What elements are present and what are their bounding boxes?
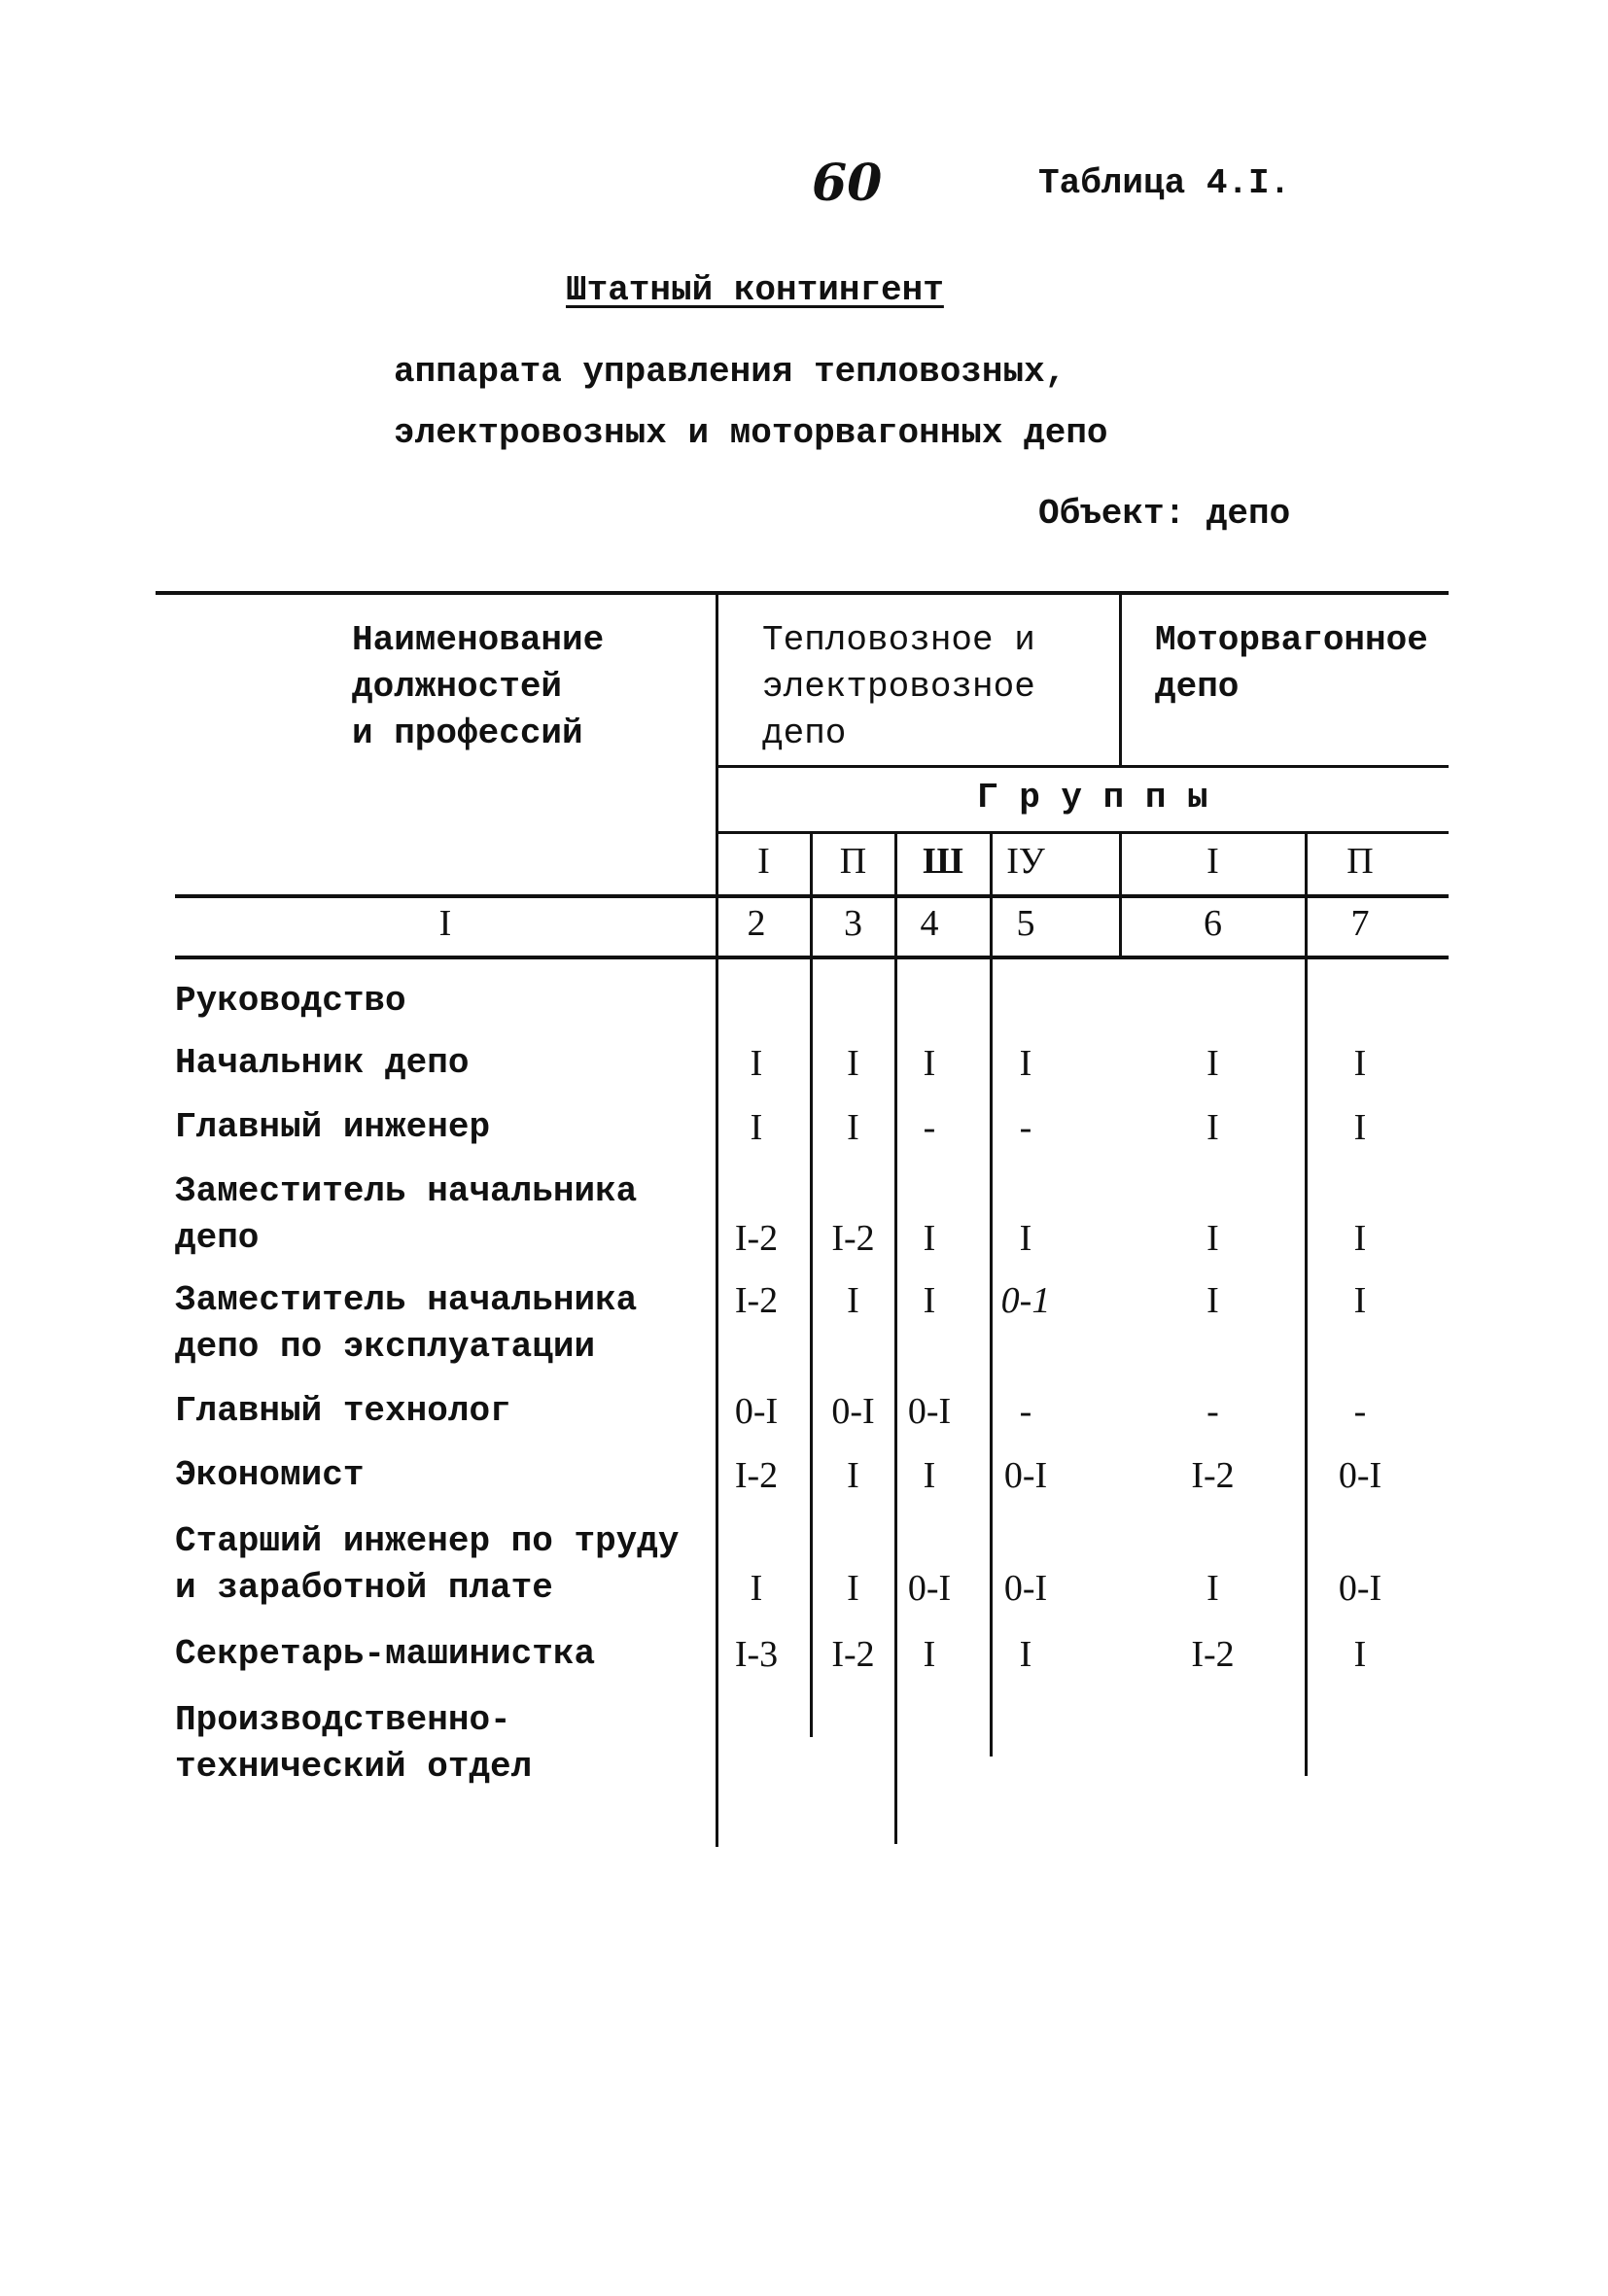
cell-r5-c4: - (1019, 1391, 1032, 1432)
document-title: Штатный контингент (566, 270, 944, 310)
header-rule-subcols (717, 831, 1449, 834)
cell-r8-c1: I-3 (734, 1634, 779, 1675)
subcol-5: I (1206, 841, 1219, 882)
header-col1-line3: и профессий (352, 713, 583, 753)
col-divider-groups (1119, 595, 1122, 765)
cell-r6-c1: I-2 (734, 1455, 779, 1496)
cell-r7-c1: I (750, 1568, 763, 1609)
row-label-senior-labor-engineer-l1: Старший инженер по труду (175, 1521, 680, 1561)
cell-r4-c4: 0-1 (1000, 1280, 1051, 1321)
row-label-management: Руководство (175, 981, 406, 1021)
cell-r2-c3: - (923, 1107, 936, 1148)
cell-r6-c4: 0-I (1003, 1455, 1048, 1496)
cell-r3-c4: I (1019, 1218, 1032, 1259)
row-label-senior-labor-engineer-l2: и заработной плате (175, 1568, 553, 1608)
cell-r8-c2: I-2 (831, 1634, 875, 1675)
header-group-b-line1: Моторвагонное (1155, 620, 1428, 660)
cell-r6-c6: 0-I (1338, 1455, 1382, 1496)
subtitle-line-2: электровозных и моторвагонных депо (394, 413, 1108, 453)
cell-r7-c4: 0-I (1003, 1568, 1048, 1609)
row-label-secretary-typist: Секретарь-машинистка (175, 1634, 596, 1674)
row-label-deputy-ops-l2: депо по эксплуатации (175, 1327, 596, 1367)
cell-r3-c6: I (1353, 1218, 1367, 1259)
cell-r2-c4: - (1019, 1107, 1032, 1148)
cell-r8-c6: I (1353, 1634, 1367, 1675)
subcol-2: П (839, 841, 867, 882)
cell-r2-c5: I (1206, 1107, 1219, 1148)
cell-r3-c1: I-2 (734, 1218, 779, 1259)
cell-r4-c6: I (1353, 1280, 1367, 1321)
cell-r7-c6: 0-I (1338, 1568, 1382, 1609)
row-label-economist: Экономист (175, 1455, 365, 1495)
cell-r1-c3: I (923, 1043, 936, 1084)
cell-r8-c3: I (923, 1634, 936, 1675)
cell-r5-c5: - (1206, 1391, 1219, 1432)
cell-r6-c5: I-2 (1191, 1455, 1235, 1496)
row-label-deputy-chief-l2: депо (175, 1218, 260, 1258)
cell-r2-c6: I (1353, 1107, 1367, 1148)
header-rule-groups (717, 765, 1449, 768)
colnum-4: 4 (920, 903, 939, 944)
cell-r1-c6: I (1353, 1043, 1367, 1084)
cell-r7-c5: I (1206, 1568, 1219, 1609)
cell-r5-c2: 0-I (831, 1391, 875, 1432)
cell-r1-c2: I (847, 1043, 859, 1084)
header-group-a-line3: депо (762, 713, 847, 753)
header-col1-line1: Наименование (352, 620, 605, 660)
cell-r6-c2: I (847, 1455, 859, 1496)
colnum-3: 3 (844, 903, 862, 944)
cell-r1-c4: I (1019, 1043, 1032, 1084)
cell-r4-c3: I (923, 1280, 936, 1321)
object-line: Объект: депо (1038, 494, 1291, 534)
cell-r1-c1: I (750, 1043, 763, 1084)
col-divider-3-4 (894, 833, 897, 1844)
row-label-chief-engineer: Главный инженер (175, 1107, 491, 1147)
row-label-chief-technologist: Главный технолог (175, 1391, 511, 1431)
subcol-3: Ш (923, 841, 963, 882)
subcol-1: I (757, 841, 770, 882)
subcol-4: IУ (1006, 841, 1045, 882)
header-group-b-line2: депо (1155, 667, 1240, 707)
colnum-1: I (438, 903, 452, 944)
cell-r4-c2: I (847, 1280, 859, 1321)
cell-r5-c6: - (1353, 1391, 1367, 1432)
cell-r3-c3: I (923, 1218, 936, 1259)
colnum-6: 6 (1204, 903, 1222, 944)
page-number: 60 (812, 154, 883, 213)
cell-r2-c2: I (847, 1107, 859, 1148)
colnum-7: 7 (1350, 903, 1370, 944)
row-label-deputy-chief-l1: Заместитель начальника (175, 1171, 638, 1211)
row-label-production-dept-l2: технический отдел (175, 1747, 533, 1787)
subtitle-line-1: аппарата управления тепловозных, (394, 352, 1066, 392)
subcol-6: П (1346, 841, 1374, 882)
header-col1-line2: должностей (352, 667, 563, 707)
cell-r7-c3: 0-I (907, 1568, 952, 1609)
cell-r3-c2: I-2 (831, 1218, 875, 1259)
cell-r1-c5: I (1206, 1043, 1219, 1084)
table-top-rule (156, 591, 1449, 595)
cell-r3-c5: I (1206, 1218, 1219, 1259)
cell-r7-c2: I (847, 1568, 859, 1609)
table-label: Таблица 4.I. (1038, 163, 1291, 203)
cell-r4-c1: I-2 (734, 1280, 779, 1321)
colnum-2: 2 (747, 903, 766, 944)
cell-r2-c1: I (750, 1107, 763, 1148)
row-label-production-dept-l1: Производственно- (175, 1700, 511, 1740)
cell-r4-c5: I (1206, 1280, 1219, 1321)
header-group-a-line2: электровозное (762, 667, 1035, 707)
header-groups-label: Г р у п п ы (977, 778, 1208, 818)
cell-r8-c5: I-2 (1191, 1634, 1235, 1675)
row-label-deputy-ops-l1: Заместитель начальника (175, 1280, 638, 1320)
header-group-a-line1: Тепловозное и (762, 620, 1035, 660)
cell-r5-c1: 0-I (734, 1391, 779, 1432)
colnum-5: 5 (1016, 903, 1035, 944)
cell-r5-c3: 0-I (907, 1391, 952, 1432)
row-label-depot-chief: Начальник депо (175, 1043, 470, 1083)
cell-r6-c3: I (923, 1455, 936, 1496)
cell-r8-c4: I (1019, 1634, 1032, 1675)
